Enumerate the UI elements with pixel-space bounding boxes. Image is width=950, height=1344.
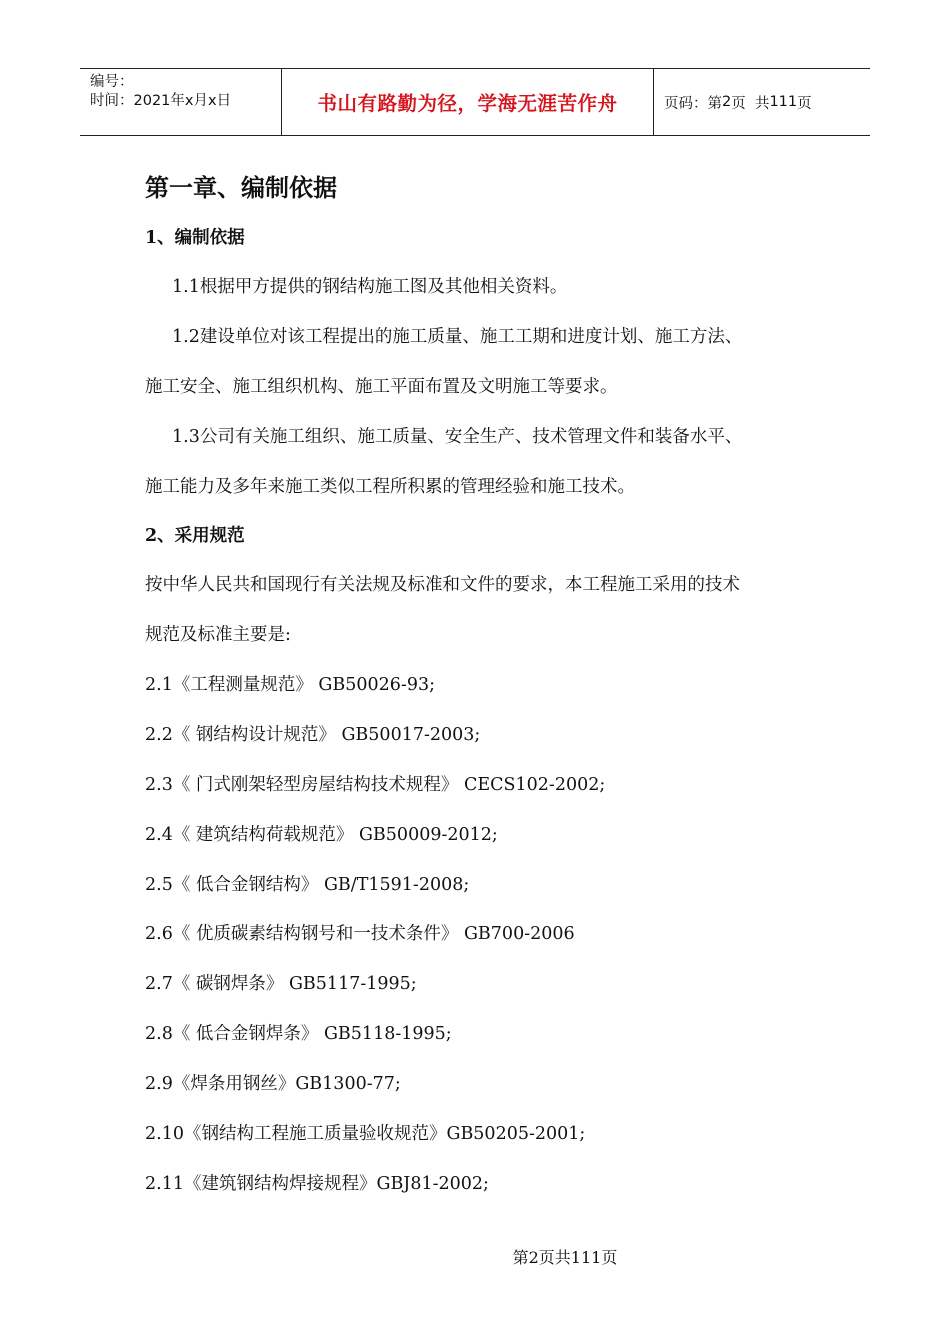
standard-item: 2.4《 建筑结构荷载规范》 GB50009-2012; — [145, 825, 498, 845]
paragraph-line: 施工能力及多年来施工类似工程所积累的管理经验和施工技术。 — [145, 477, 635, 497]
standard-item: 2.5《 低合金钢结构》 GB/T1591-2008; — [145, 875, 470, 895]
header-motto: 书山有路勤为径，学海无涯苦作舟 — [282, 69, 654, 135]
standard-item: 2.11《建筑钢结构焊接规程》GBJ81-2002; — [145, 1174, 489, 1194]
header-meta — [80, 69, 282, 135]
paragraph-line: 规范及标准主要是: — [145, 625, 291, 645]
header-page-info — [654, 69, 870, 135]
standard-item: 2.9《焊条用钢丝》GB1300-77; — [145, 1074, 401, 1094]
standard-item: 2.10《钢结构工程施工质量验收规范》GB50205-2001; — [145, 1124, 586, 1144]
standard-item: 2.3《 门式刚架轻型房屋结构技术规程》 CECS102-2002; — [145, 775, 606, 795]
standard-item: 2.2《 钢结构设计规范》 GB50017-2003; — [145, 725, 481, 745]
standard-item: 2.7《 碳钢焊条》 GB5117-1995; — [145, 974, 417, 994]
standard-item: 2.1《工程测量规范》 GB50026-93; — [145, 675, 435, 695]
section-1-title: 1、编制依据 — [145, 228, 245, 248]
page-total: 111 — [769, 94, 798, 110]
paragraph-line: 1.3公司有关施工组织、施工质量、安全生产、技术管理文件和装备水平、 — [172, 427, 743, 447]
chapter-title: 第一章、编制依据 — [145, 173, 337, 202]
page-mid: 页 共 — [731, 95, 770, 112]
paragraph-line: 按中华人民共和国现行有关法规及标准和文件的要求，本工程施工采用的技术 — [145, 575, 740, 595]
page-prefix: 页码：第 — [664, 95, 722, 112]
time-label: 时间：2021年x月x日 — [90, 93, 232, 109]
section-2-title: 2、采用规范 — [145, 526, 245, 546]
page-suffix: 页 — [797, 95, 812, 112]
paragraph-line: 施工安全、施工组织机构、施工平面布置及文明施工等要求。 — [145, 377, 618, 397]
standard-item: 2.6《 优质碳素结构钢号和一技术条件》 GB700-2006 — [145, 924, 575, 944]
standard-item: 2.8《 低合金钢焊条》 GB5118-1995; — [145, 1024, 452, 1044]
number-label: 编号： — [90, 74, 134, 90]
page-number: 2 — [722, 94, 732, 110]
document-header — [80, 68, 870, 136]
page-footer: 第2页共111页 — [512, 1248, 618, 1267]
paragraph-line: 1.2建设单位对该工程提出的施工质量、施工工期和进度计划、施工方法、 — [172, 327, 743, 347]
paragraph-line: 1.1根据甲方提供的钢结构施工图及其他相关资料。 — [172, 277, 568, 297]
